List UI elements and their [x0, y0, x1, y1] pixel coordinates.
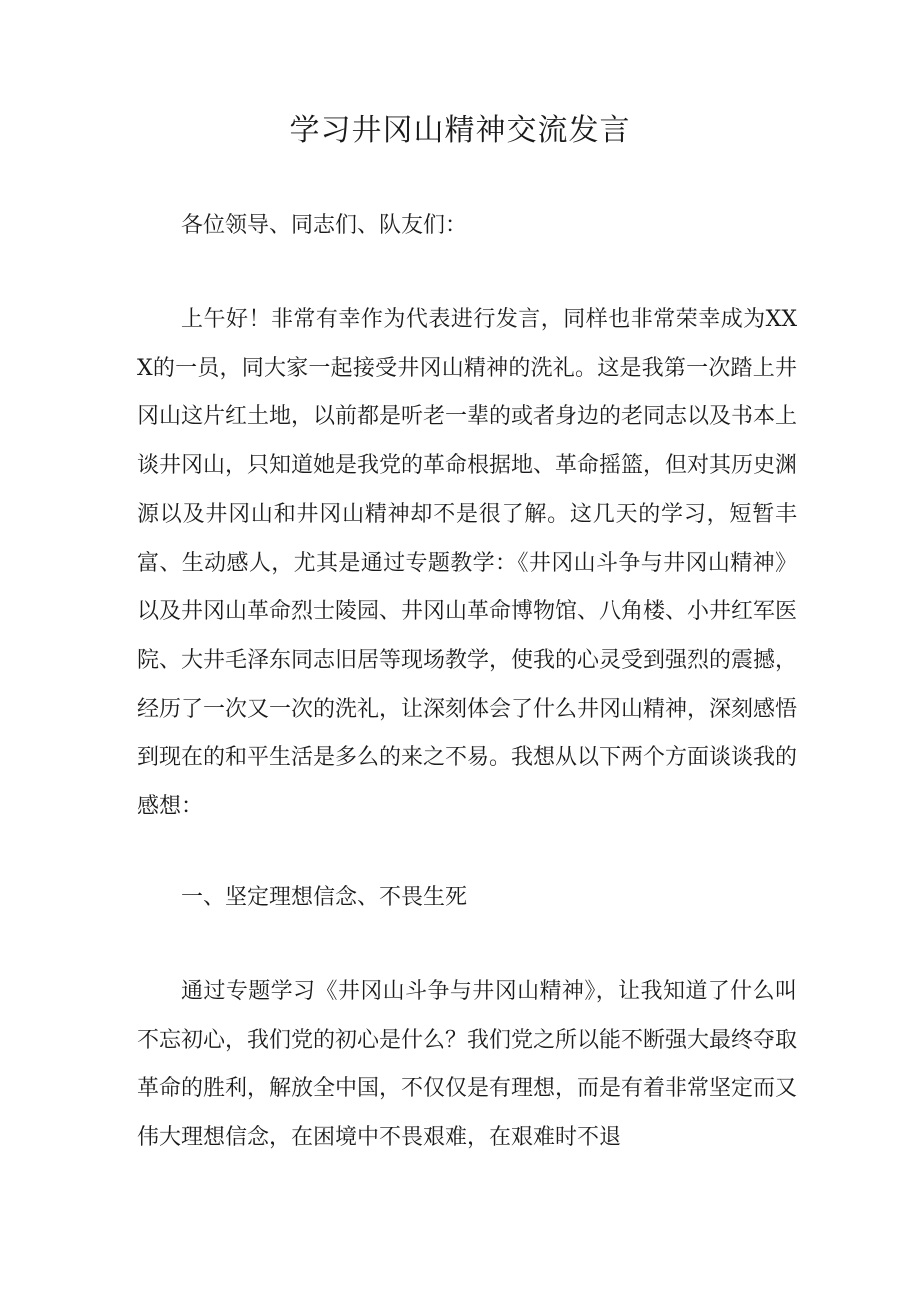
paragraph-intro: 上午好！非常有幸作为代表进行发言，同样也非常荣幸成为XXX的一员，同大家一起接受井冈山精神的洗礼。这是我第一次踏上井冈山这片红土地，以前都是听老一辈的或者身边的老同志以及书本上谈井冈山，只知道她是我党的革命根据地、革命摇篮，但对其历史渊源以及井冈山和井冈山精神却不是很了解。这几天的学习，短暂丰富、生动感人，尤其是通过专题教学：《井冈山斗争与井冈山精神》以及井冈山革命烈士陵园、井冈山革命博物馆、八角楼、小井红军医院、大井毛泽东同志旧居等现场教学，使我的心灵受到强烈的震撼，经历了一次又一次的洗礼，让深刻体会了什么井冈山精神，深刻感悟到现在的和平生活是多么的来之不易。我想从以下两个方面谈谈我的感想：: [137, 307, 798, 820]
document-title: 学习井冈山精神交流发言: [289, 113, 631, 148]
greeting-line: 各位领导、同志们、队友们：: [181, 213, 468, 238]
paragraph-section-1: 通过专题学习《井冈山斗争与井冈山精神》，让我知道了什么叫不忘初心，我们党的初心是什么？我们党之所以能不断强大最终夺取革命的胜利，解放全中国，不仅仅是有理想，而是有着非常坚定而又伟大理想信念，在困境中不畏艰难，在艰难时不退: [137, 979, 798, 1151]
section-heading-1: 一、坚定理想信念、不畏生死: [181, 885, 468, 910]
